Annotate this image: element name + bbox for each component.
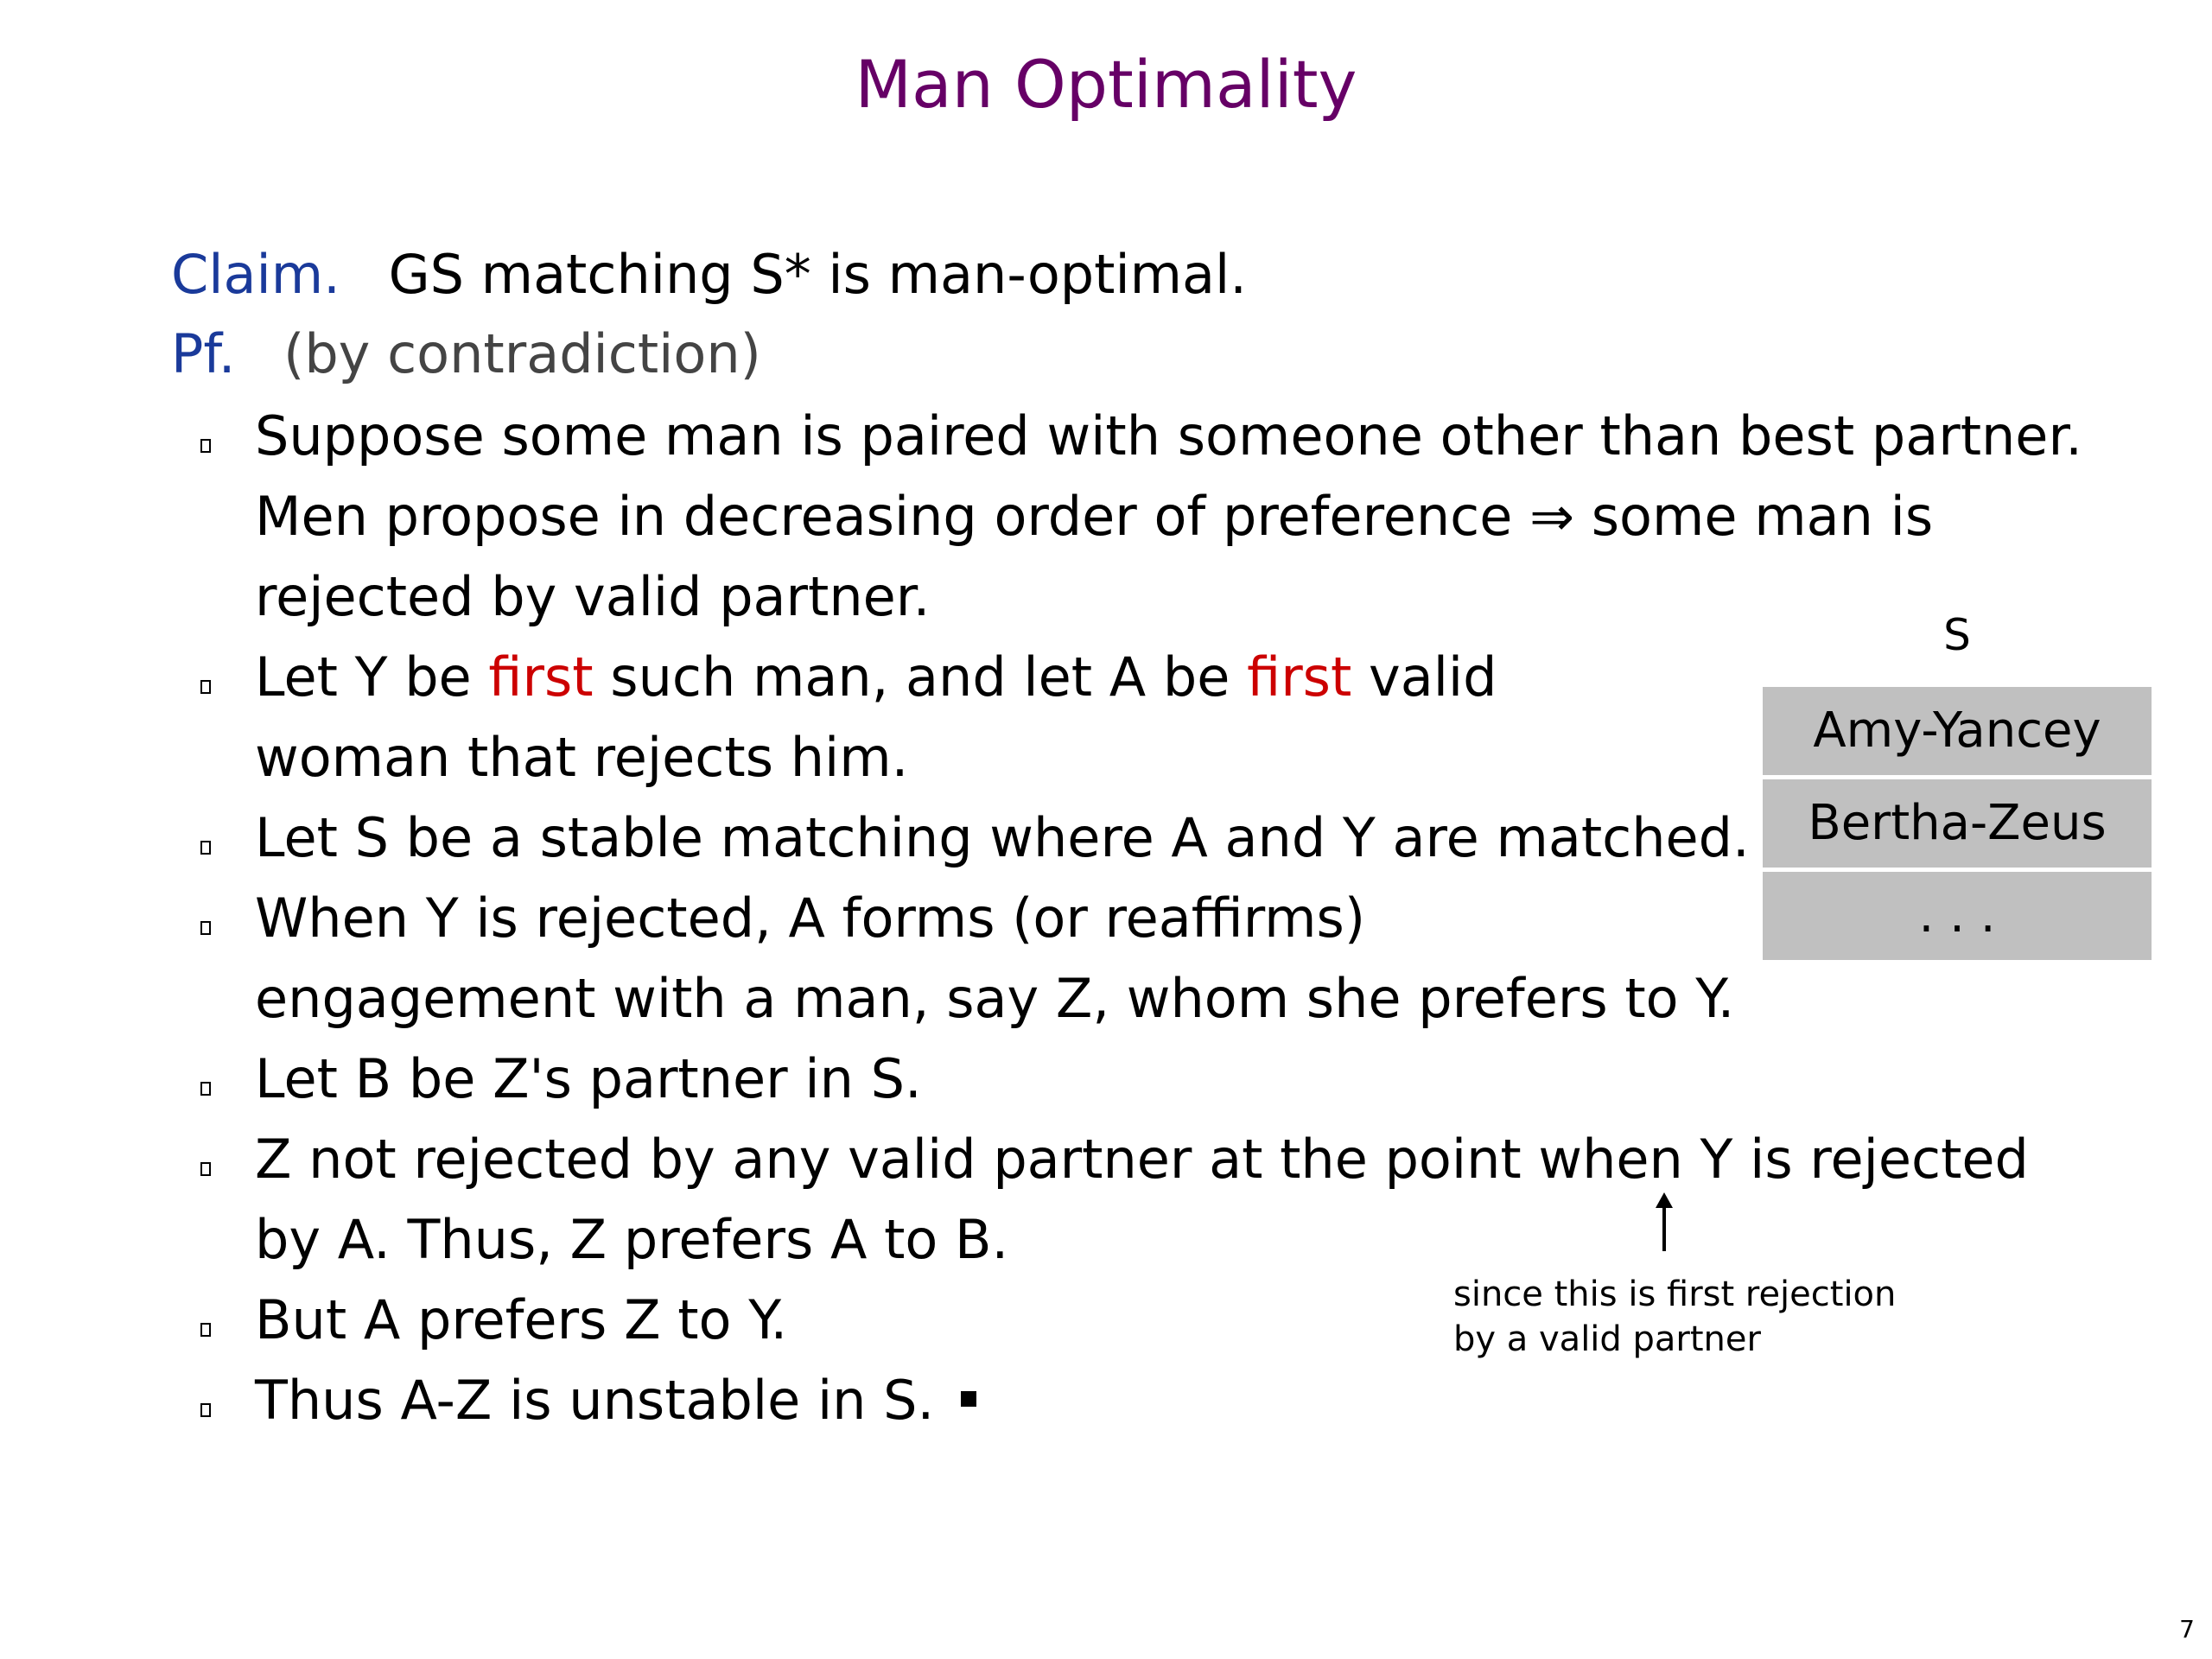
bullet-8-line-1: Thus A-Z is unstable in S. xyxy=(255,1369,935,1432)
pf-text: (by contradiction) xyxy=(283,322,761,385)
annotation-line-1: since this is first rejection xyxy=(1453,1274,1897,1314)
bullet-marker xyxy=(200,1323,211,1337)
bullet-marker xyxy=(200,841,211,855)
first-highlight: first xyxy=(488,645,594,709)
bullet-7-line-1: But A prefers Z to Y. xyxy=(255,1288,788,1351)
bullet-1-line-2: Men propose in decreasing order of preference ⇒ some man is xyxy=(255,485,1934,548)
bullet-marker xyxy=(200,680,211,694)
matching-row: Bertha-Zeus xyxy=(1763,779,2152,868)
matching-table-label: S xyxy=(1943,610,1971,660)
claim-label: Claim. xyxy=(171,243,340,306)
bullet-marker xyxy=(200,921,211,935)
claim-line xyxy=(171,240,1247,309)
bullet-marker xyxy=(200,1082,211,1096)
matching-row: Amy-Yancey xyxy=(1763,687,2152,775)
bullet-4-line-2: engagement with a man, say Z, whom she prefers to Y. xyxy=(255,967,1735,1030)
first-highlight: first xyxy=(1247,645,1352,709)
bullet-2-line-1 xyxy=(255,643,1497,712)
qed-square-icon xyxy=(961,1391,976,1407)
page-number: 7 xyxy=(2179,1615,2195,1643)
bullet-2-text-a: Let Y be xyxy=(255,645,489,709)
bullet-marker xyxy=(200,1162,211,1176)
bullet-2-line-2: woman that rejects him. xyxy=(255,726,909,789)
bullet-6-line-2: by A. Thus, Z prefers A to B. xyxy=(255,1208,1009,1271)
matching-table xyxy=(1763,687,2152,960)
pf-label: Pf. xyxy=(171,322,236,385)
bullet-2-text-c: valid xyxy=(1351,645,1497,709)
bullet-2-text-b: such man, and let A be xyxy=(593,645,1248,709)
matching-row: . . . xyxy=(1763,872,2152,960)
bullet-1-line-1: Suppose some man is paired with someone other than best partner. xyxy=(255,404,2082,467)
claim-text: GS matching S* is man-optimal. xyxy=(388,243,1247,306)
bullet-5-line-1: Let B be Z's partner in S. xyxy=(255,1047,922,1110)
bullet-4-line-1: When Y is rejected, A forms (or reaffirms) xyxy=(255,887,1366,950)
bullet-6-line-1: Z not rejected by any valid partner at the point when Y is rejected xyxy=(255,1128,2029,1191)
up-arrow-icon xyxy=(1662,1199,1666,1251)
bullet-3-line-1: Let S be a stable matching where A and Y are matched. xyxy=(255,806,1750,869)
bullet-marker xyxy=(200,1403,211,1417)
slide-title: Man Optimality xyxy=(855,46,1357,123)
bullet-1-line-3: rejected by valid partner. xyxy=(255,565,931,628)
pf-line xyxy=(171,320,761,389)
annotation-line-2: by a valid partner xyxy=(1453,1319,1761,1359)
bullet-marker xyxy=(200,439,211,453)
